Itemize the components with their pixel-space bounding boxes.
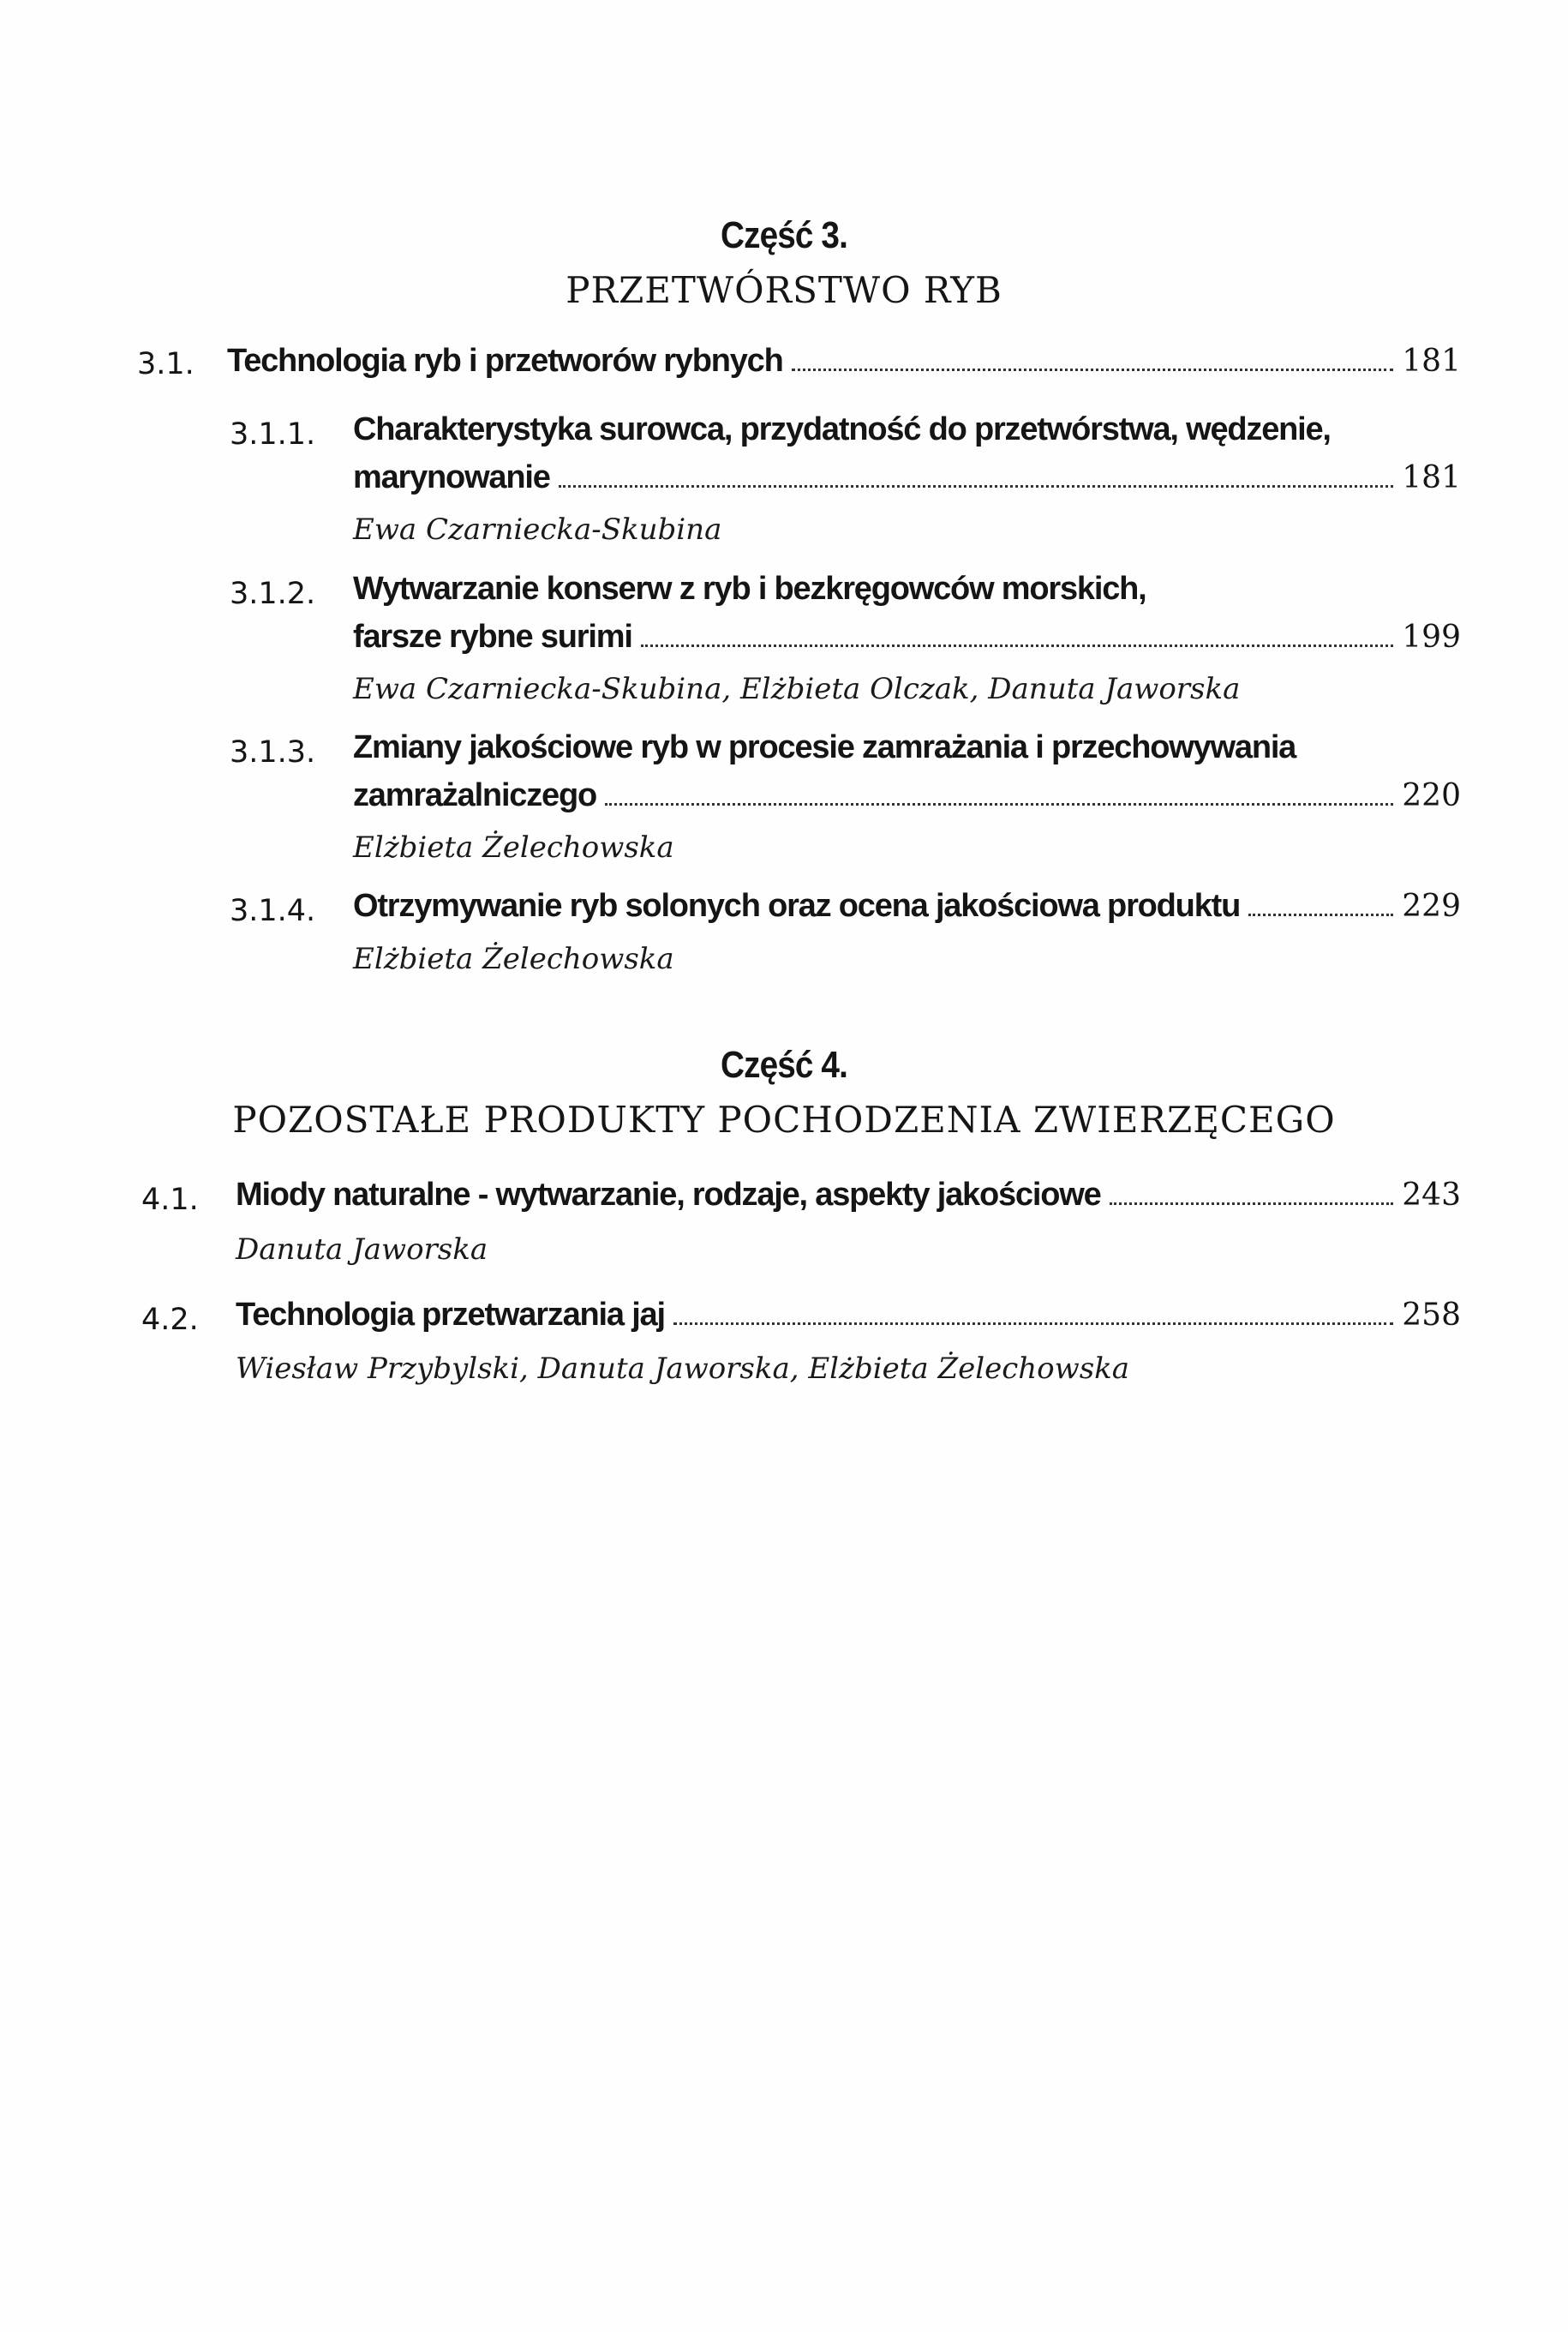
part-3-title: PRZETWÓRSTWO RYB	[566, 269, 1002, 311]
leader-dots	[673, 1322, 1393, 1325]
entry-3-1-1-authors: Ewa Czarniecka-Skubina	[353, 513, 722, 547]
entry-4-1-title: Miody naturalne - wytwarzanie, rodzaje, aspekty jakościowe	[236, 1177, 1101, 1213]
entry-3-1-3[interactable]	[353, 777, 1461, 814]
leader-dots	[641, 644, 1394, 647]
entry-3-1-number: 3.1.	[137, 347, 195, 381]
entry-3-1-title: Technologia ryb i przetworów rybnych	[227, 343, 783, 379]
entry-3-1-2-title-line-2: farsze rybne surimi	[353, 619, 632, 655]
leader-dots	[1110, 1202, 1394, 1205]
entry-3-1-3-title-line-1[interactable]: Zmiany jakościowe ryb w procesie zamrażania i przechowywania	[353, 729, 1296, 765]
entry-4-1-authors: Danuta Jaworska	[236, 1232, 488, 1267]
entry-3-1[interactable]	[227, 343, 1461, 380]
leader-dots	[792, 369, 1394, 371]
entry-4-1-number: 4.1.	[141, 1183, 199, 1217]
entry-3-1-1-page: 181	[1402, 460, 1461, 495]
entry-3-1-2[interactable]	[353, 619, 1461, 656]
part-3-heading	[0, 214, 1568, 311]
entry-3-1-page: 181	[1402, 344, 1461, 379]
part-4-title: POZOSTAŁE PRODUKTY POCHODZENIA ZWIERZĘCEGO	[232, 1099, 1336, 1141]
leader-dots	[605, 803, 1393, 806]
leader-dots	[1248, 914, 1393, 916]
entry-3-1-4[interactable]	[353, 888, 1461, 925]
entry-4-2-authors: Wiesław Przybylski, Danuta Jaworska, Elżbieta Żelechowska	[236, 1352, 1130, 1386]
entry-3-1-3-page: 220	[1402, 778, 1461, 813]
entry-4-2-number: 4.2.	[141, 1303, 199, 1337]
entry-3-1-1-number: 3.1.1.	[230, 417, 316, 452]
part-3-label: Część 3.	[721, 214, 847, 256]
entry-3-1-3-title-line-2: zamrażalniczego	[353, 777, 596, 813]
entry-4-2-title: Technologia przetwarzania jaj	[236, 1297, 665, 1333]
part-4-heading	[0, 1044, 1568, 1141]
entry-3-1-4-authors: Elżbieta Żelechowska	[353, 942, 674, 976]
entry-3-1-3-number: 3.1.3.	[230, 735, 316, 770]
entry-4-2-page: 258	[1402, 1298, 1461, 1333]
entry-3-1-2-title-line-1[interactable]: Wytwarzanie konserw z ryb i bezkręgowców morskich,	[353, 571, 1146, 607]
leader-dots	[559, 485, 1394, 488]
entry-3-1-4-title: Otrzymywanie ryb solonych oraz ocena jakościowa produktu	[353, 888, 1241, 924]
entry-3-1-1[interactable]	[353, 459, 1461, 496]
entry-4-1[interactable]	[236, 1177, 1461, 1214]
entry-3-1-2-number: 3.1.2.	[230, 577, 316, 611]
part-4-label: Część 4.	[721, 1044, 847, 1086]
entry-3-1-2-authors: Ewa Czarniecka-Skubina, Elżbieta Olczak, Danuta Jaworska	[353, 672, 1241, 706]
entry-3-1-1-title-line-1[interactable]: Charakterystyka surowca, przydatność do przetwórstwa, wędzenie,	[353, 411, 1331, 447]
entry-3-1-2-page: 199	[1402, 620, 1461, 655]
entry-3-1-3-authors: Elżbieta Żelechowska	[353, 830, 674, 865]
entry-3-1-1-title-line-2: marynowanie	[353, 459, 550, 495]
entry-4-1-page: 243	[1402, 1178, 1461, 1213]
entry-3-1-4-page: 229	[1402, 889, 1461, 924]
entry-4-2[interactable]	[236, 1297, 1461, 1334]
entry-3-1-4-number: 3.1.4.	[230, 894, 316, 928]
